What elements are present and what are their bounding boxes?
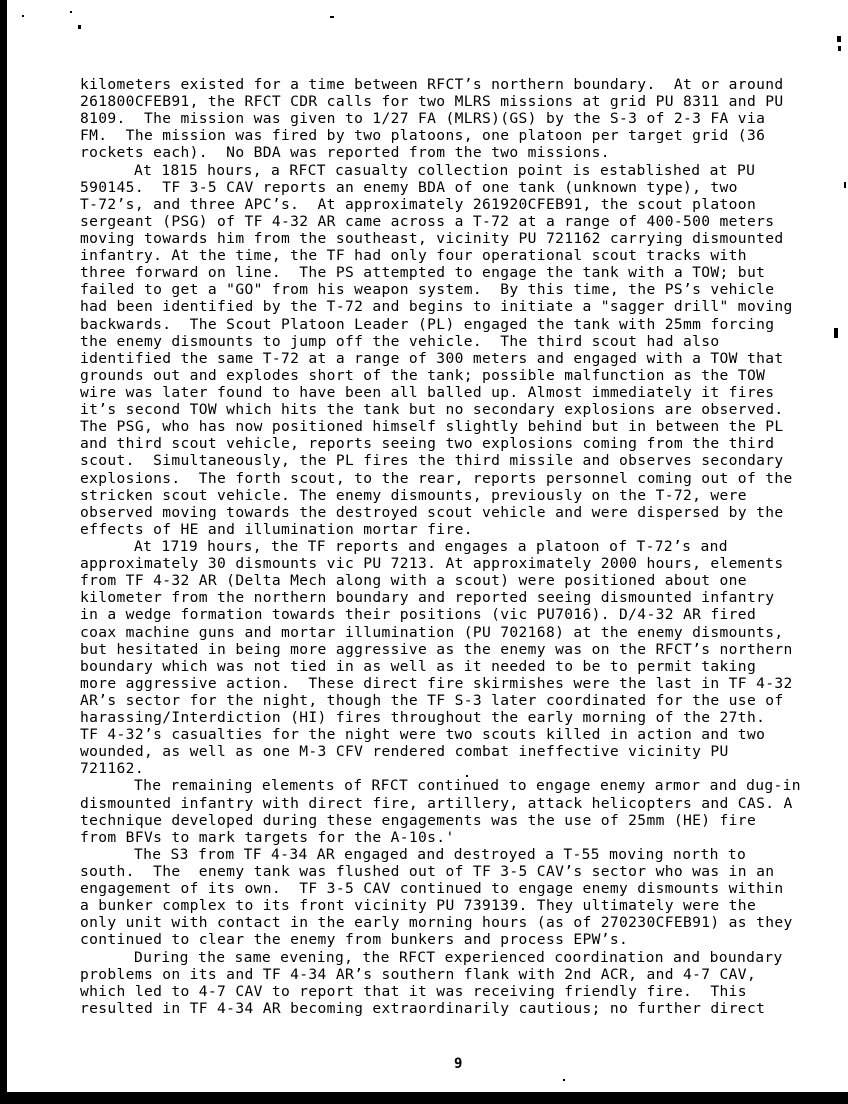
text-line: backwards. The Scout Platoon Leader (PL) engaged the tank with 25mm forcing: [80, 315, 775, 333]
paragraph: [80, 76, 840, 162]
text-line: but hesitated in being more aggressive as the enemy was on the RFCT’s northern: [80, 640, 793, 658]
text-line: continued to clear the enemy from bunkers and process EPW’s.: [80, 931, 629, 949]
text-line: had been identified by the T-72 and begins to initiate a "sagger drill" moving: [80, 298, 793, 316]
paragraph: [80, 777, 840, 845]
text-line: The PSG, who has now positioned himself slightly behind but in between the PL: [80, 418, 784, 436]
text-line: wire was later found to have been all balled up. Almost immediately it fires: [80, 383, 775, 401]
text-line: 590145. TF 3-5 CAV reports an enemy BDA of one tank (unknown type), two: [80, 178, 738, 196]
paragraph: [80, 949, 840, 1017]
text-line: coax machine guns and mortar illumination (PU 702168) at the enemy dismounts,: [80, 623, 784, 641]
text-line: observed moving towards the destroyed scout vehicle and were dispersed by the: [80, 503, 784, 521]
text-line: in a wedge formation towards their positions (vic PU7016). D/4-32 AR fired: [80, 606, 757, 624]
text-line: wounded, as well as one M-3 CFV rendered combat ineffective vicinity PU: [80, 743, 729, 761]
text-line: 721162.: [80, 760, 144, 778]
text-line: three forward on line. The PS attempted to engage the tank with a TOW; but: [80, 264, 766, 282]
text-line: infantry. At the time, the TF had only four operational scout tracks with: [80, 247, 747, 265]
scan-speck: [22, 15, 24, 17]
text-line: more aggressive action. These direct fire skirmishes were the last in TF 4-32: [80, 674, 793, 692]
text-line: AR’s sector for the night, though the TF S-3 later coordinated for the use of: [80, 691, 784, 709]
text-line: The remaining elements of RFCT continued to engage enemy armor and dug-in: [134, 777, 801, 795]
text-line: it’s second TOW which hits the tank but no secondary explosions are observed.: [80, 401, 784, 419]
text-line: FM. The mission was fired by two platoons, one platoon per target grid (36: [80, 127, 766, 145]
scan-speck: [838, 46, 841, 51]
text-line: kilometer from the northern boundary and reported seeing dismounted infantry: [80, 589, 775, 607]
text-line: At 1815 hours, a RFCT casualty collection point is established at PU: [134, 161, 756, 179]
text-line: identified the same T-72 at a range of 300 meters and engaged with a TOW that: [80, 349, 784, 367]
text-line: TF 4-32’s casualties for the night were two scouts killed in action and two: [80, 726, 766, 744]
scan-speck: [78, 25, 81, 29]
text-line: stricken scout vehicle. The enemy dismounts, previously on the T-72, were: [80, 486, 747, 504]
text-line: 8109. The mission was given to 1/27 FA (MLRS)(GS) by the S-3 of 2-3 FA via: [80, 110, 766, 128]
document-page: [80, 76, 840, 1017]
text-line: T-72’s, and three APC’s. At approximately 261920CFEB91, the scout platoon: [80, 195, 757, 213]
text-line: approximately 30 dismounts vic PU 7213. At approximately 2000 hours, elements: [80, 555, 784, 573]
text-line: failed to get a "GO" from his weapon system. By this time, the PS’s vehicle: [80, 281, 775, 299]
page-number: 9: [454, 1056, 463, 1072]
scan-speck: [70, 11, 72, 13]
text-line: south. The enemy tank was flushed out of TF 3-5 CAV’s sector who was in an: [80, 863, 775, 881]
text-line: dismounted infantry with direct fire, artillery, attack helicopters and CAS. A: [80, 794, 793, 812]
text-line: harassing/Interdiction (HI) fires throughout the early morning of the 27th.: [80, 709, 766, 727]
scan-bottom-edge: [0, 1092, 848, 1104]
text-line: effects of HE and illumination mortar fire.: [80, 520, 473, 538]
text-line: which led to 4-7 CAV to report that it was receiving friendly fire. This: [80, 982, 747, 1000]
scan-speck: [844, 182, 846, 188]
text-line: the enemy dismounts to jump off the vehicle. The third scout had also: [80, 332, 720, 350]
paragraph: [80, 846, 840, 949]
text-line: explosions. The forth scout, to the rear, reports personnel coming out of the: [80, 469, 793, 487]
text-line: The S3 from TF 4-34 AR engaged and destroyed a T-55 moving north to: [134, 845, 747, 863]
text-line: scout. Simultaneously, the PL fires the third missile and observes secondary: [80, 452, 784, 470]
text-line: and third scout vehicle, reports seeing two explosions coming from the third: [80, 435, 775, 453]
text-line: from TF 4-32 AR (Delta Mech along with a scout) were positioned about one: [80, 572, 747, 590]
text-line: At 1719 hours, the TF reports and engages a platoon of T-72’s and: [134, 537, 728, 555]
scan-left-edge: [0, 0, 7, 1104]
paragraph: [80, 162, 840, 538]
text-line: technique developed during these engagements was the use of 25mm (HE) fire: [80, 811, 757, 829]
text-line: moving towards him from the southeast, vicinity PU 721162 carrying dismounted: [80, 229, 784, 247]
paragraph: [80, 538, 840, 778]
text-line: During the same evening, the RFCT experienced coordination and boundary: [134, 948, 783, 966]
text-line: grounds out and explodes short of the tank; possible malfunction as the TOW: [80, 366, 766, 384]
text-line: boundary which was not tied in as well as it needed to be to permit taking: [80, 657, 757, 675]
text-line: sergeant (PSG) of TF 4-32 AR came across a T-72 at a range of 400-500 meters: [80, 212, 775, 230]
scan-speck: [563, 1079, 565, 1081]
text-line: a bunker complex to its front vicinity PU 739139. They ultimately were the: [80, 897, 757, 915]
scan-speck: [837, 36, 841, 42]
text-line: rockets each). No BDA was reported from the two missions.: [80, 144, 610, 162]
scan-speck: [330, 16, 334, 18]
text-line: resulted in TF 4-34 AR becoming extraordinarily cautious; no further direct: [80, 999, 766, 1017]
text-line: engagement of its own. TF 3-5 CAV continued to engage enemy dismounts within: [80, 880, 784, 898]
text-line: 261800CFEB91, the RFCT CDR calls for two MLRS missions at grid PU 8311 and PU: [80, 93, 784, 111]
text-line: problems on its and TF 4-34 AR’s southern flank with 2nd ACR, and 4-7 CAV,: [80, 965, 757, 983]
text-line: kilometers existed for a time between RFCT’s northern boundary. At or around: [80, 76, 784, 93]
text-line: from BFVs to mark targets for the A-10s.': [80, 828, 455, 846]
text-line: only unit with contact in the early morning hours (as of 270230CFEB91) as they: [80, 914, 793, 932]
